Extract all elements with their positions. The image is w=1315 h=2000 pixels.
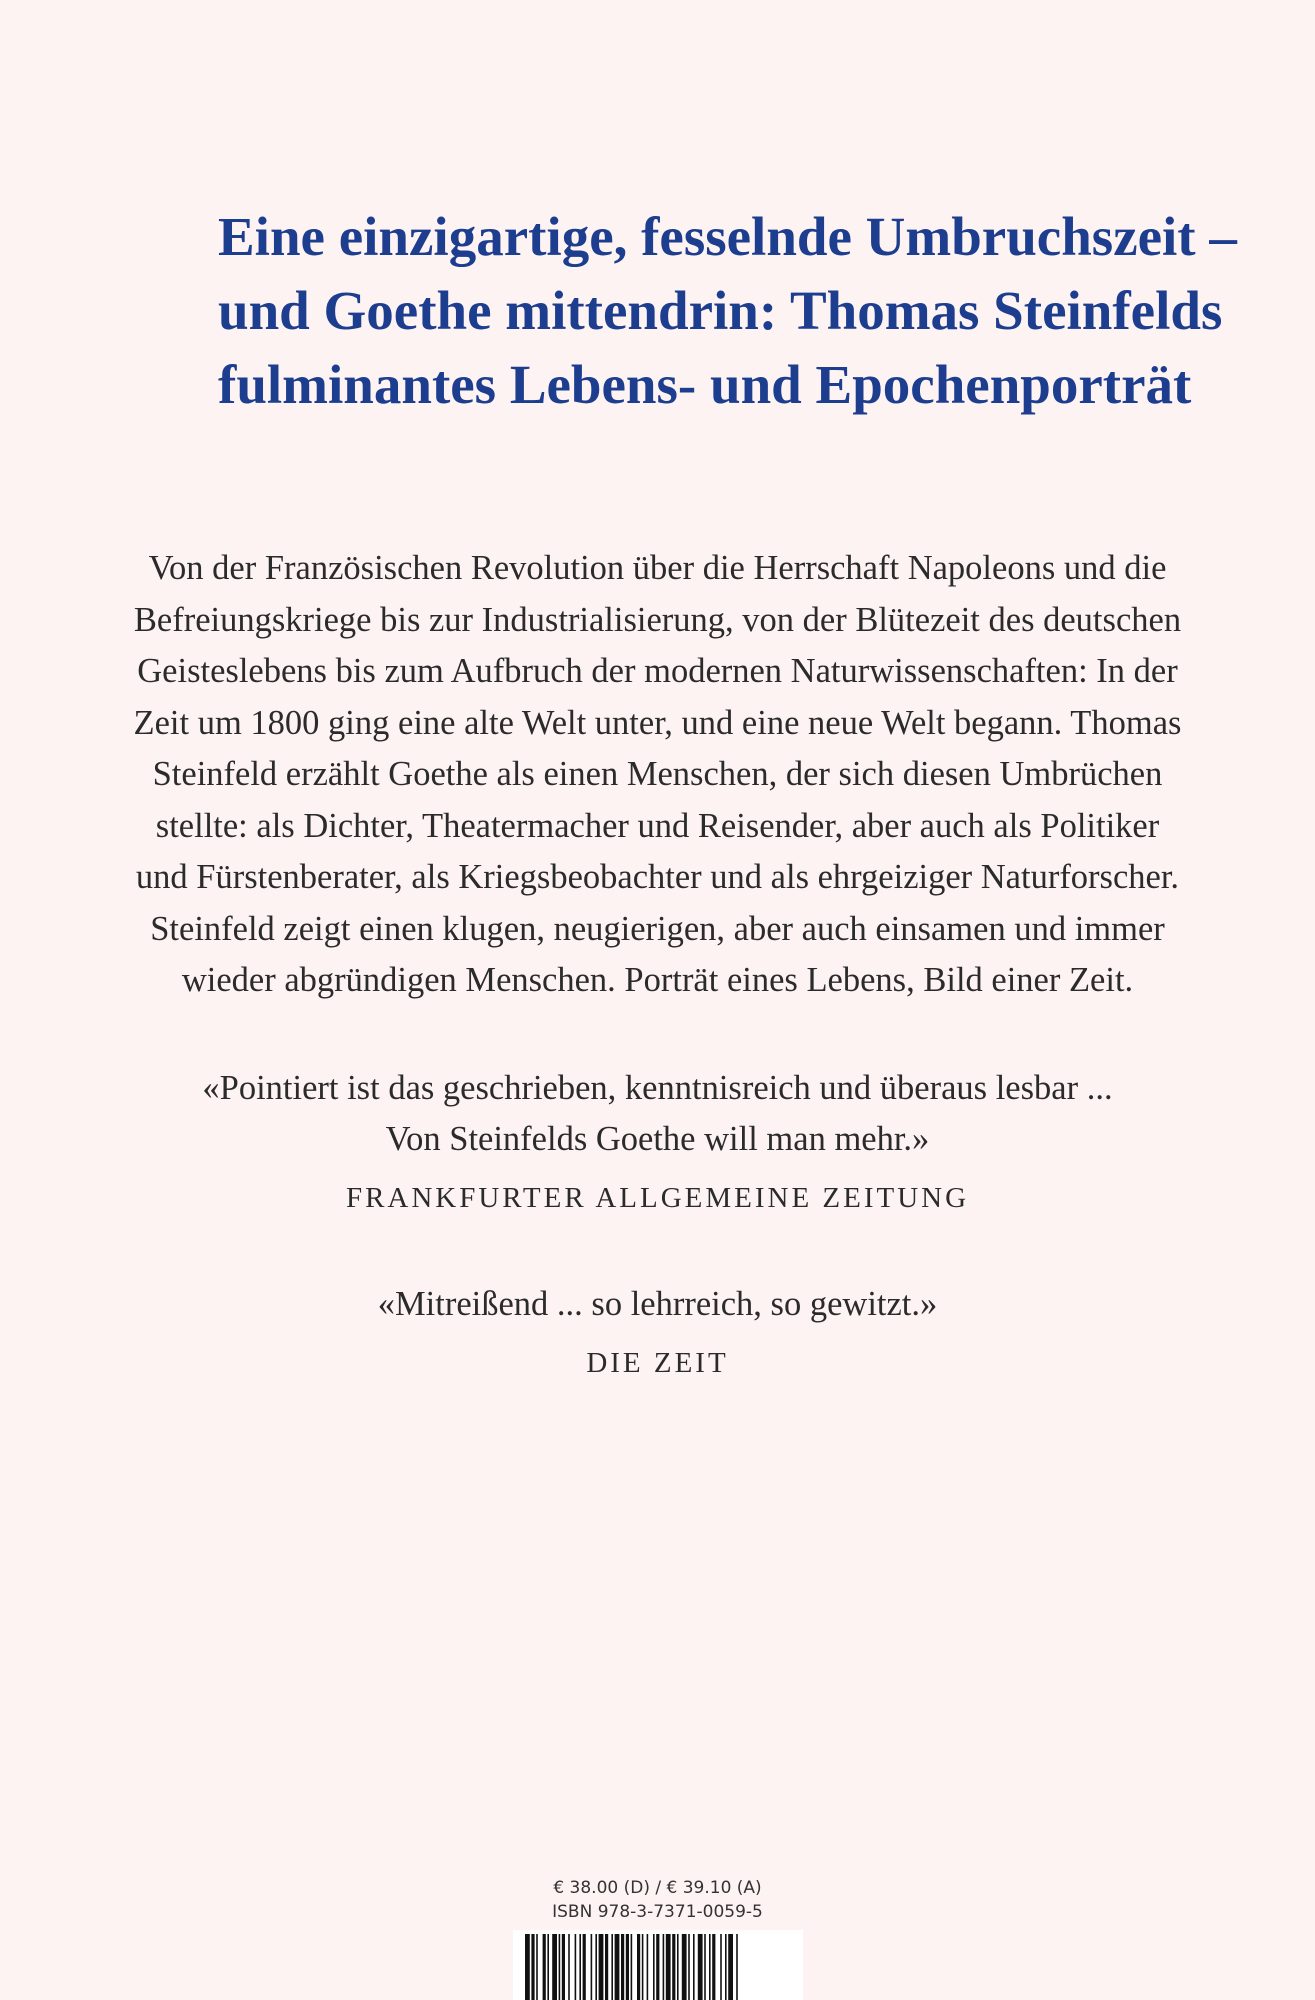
barcode-bar (698, 1934, 703, 2000)
price-text: € 38.00 (D) / € 39.10 (A) (553, 1878, 762, 1898)
barcode-bar (653, 1934, 655, 2000)
barcode-bar (666, 1934, 671, 2000)
barcode-bar (642, 1934, 644, 2000)
barcode-bar (693, 1934, 695, 2000)
blurb-line: Geisteslebens bis zum Aufbruch der modernen Naturwissenschaften: In der (137, 652, 1178, 690)
barcode-bar (720, 1934, 722, 2000)
barcode-bar (559, 1934, 561, 2000)
barcode-bar (712, 1934, 715, 2000)
barcode-bar (552, 1934, 557, 2000)
barcode-bar (599, 1934, 604, 2000)
barcode-bar (536, 1934, 538, 2000)
blurb-paragraph (120, 543, 1195, 1007)
isbn-text: ISBN 978-3-7371-0059-5 (552, 1902, 763, 1922)
blurb-line: Von der Französischen Revolution über die Herrschaft Napoleons und die (148, 549, 1167, 587)
barcode-graphic (513, 1930, 803, 2000)
barcode-bar (709, 1934, 711, 2000)
barcode-bar (725, 1934, 727, 2000)
barcode-bar (575, 1934, 577, 2000)
barcode-bar (543, 1934, 546, 2000)
blurb-line: Steinfeld zeigt einen klugen, neugierigen, aber auch einsamen und immer (150, 909, 1165, 948)
headline-line: und Goethe mittendrin: Thomas Steinfelds (218, 280, 1223, 341)
quote-line: «Pointiert ist das geschrieben, kenntnisreich und überaus lesbar ... (202, 1069, 1113, 1107)
barcode-bar (562, 1934, 565, 2000)
barcode-bar (605, 1934, 608, 2000)
quote-source: FRANKFURTER ALLGEMEINE ZEITUNG (345, 1182, 970, 1214)
barcode-bar (728, 1934, 733, 2000)
quote-line: «Mitreißend ... so lehrreich, so gewitzt.» (377, 1285, 938, 1323)
barcode-bar (704, 1934, 706, 2000)
barcode-bar (672, 1934, 675, 2000)
barcode-bar (568, 1934, 570, 2000)
barcode-bar (688, 1934, 690, 2000)
barcode-bar (637, 1934, 640, 2000)
headline (218, 200, 1237, 422)
barcode-bar (682, 1934, 687, 2000)
blurb-line: Steinfeld erzählt Goethe als einen Menschen, der sich diesen Umbrüchen (152, 755, 1163, 793)
blurb-line: Zeit um 1800 ging eine alte Welt unter, und eine neue Welt begann. Thomas (133, 703, 1182, 742)
barcode-bar (525, 1934, 530, 2000)
barcode-bar (547, 1934, 549, 2000)
barcode-bar (615, 1934, 620, 2000)
barcode-bar (663, 1934, 665, 2000)
quote-line: Von Steinfelds Goethe will man mehr.» (385, 1120, 930, 1158)
barcode-bar (736, 1934, 738, 2000)
barcode-bar (647, 1934, 649, 2000)
barcode (513, 1930, 803, 2000)
blurb-line: stellte: als Dichter, Theatermacher und Reisender, aber auch als Politiker (155, 806, 1160, 845)
headline-line: Eine einzigartige, fesselnde Umbruchszeit – (218, 206, 1237, 267)
quote-source: DIE ZEIT (586, 1347, 729, 1379)
barcode-bar (626, 1934, 629, 2000)
blurb-line: wieder abgründigen Menschen. Porträt eines Lebens, Bild einer Zeit. (181, 961, 1134, 999)
barcode-bar (611, 1934, 613, 2000)
barcode-bar (583, 1934, 586, 2000)
price-info (0, 1876, 1315, 1924)
barcode-bar (677, 1934, 679, 2000)
barcode-bar (531, 1934, 534, 2000)
review-quote-zeit (0, 1279, 1315, 1389)
barcode-bar (591, 1934, 593, 2000)
blurb-line: Befreiungskriege bis zur Industrialisierung, von der Blütezeit des deutschen (133, 600, 1182, 639)
blurb-line: und Fürstenberater, als Kriegsbeobachter und als ehrgeiziger Naturforscher. (135, 858, 1180, 896)
review-quote-faz (0, 1063, 1315, 1224)
barcode-bar (621, 1934, 624, 2000)
barcode-bar (579, 1934, 581, 2000)
barcode-bar (631, 1934, 633, 2000)
headline-line: fulminantes Lebens- und Epochenporträt (218, 354, 1192, 415)
barcode-bar (656, 1934, 659, 2000)
barcode-bar (595, 1934, 597, 2000)
